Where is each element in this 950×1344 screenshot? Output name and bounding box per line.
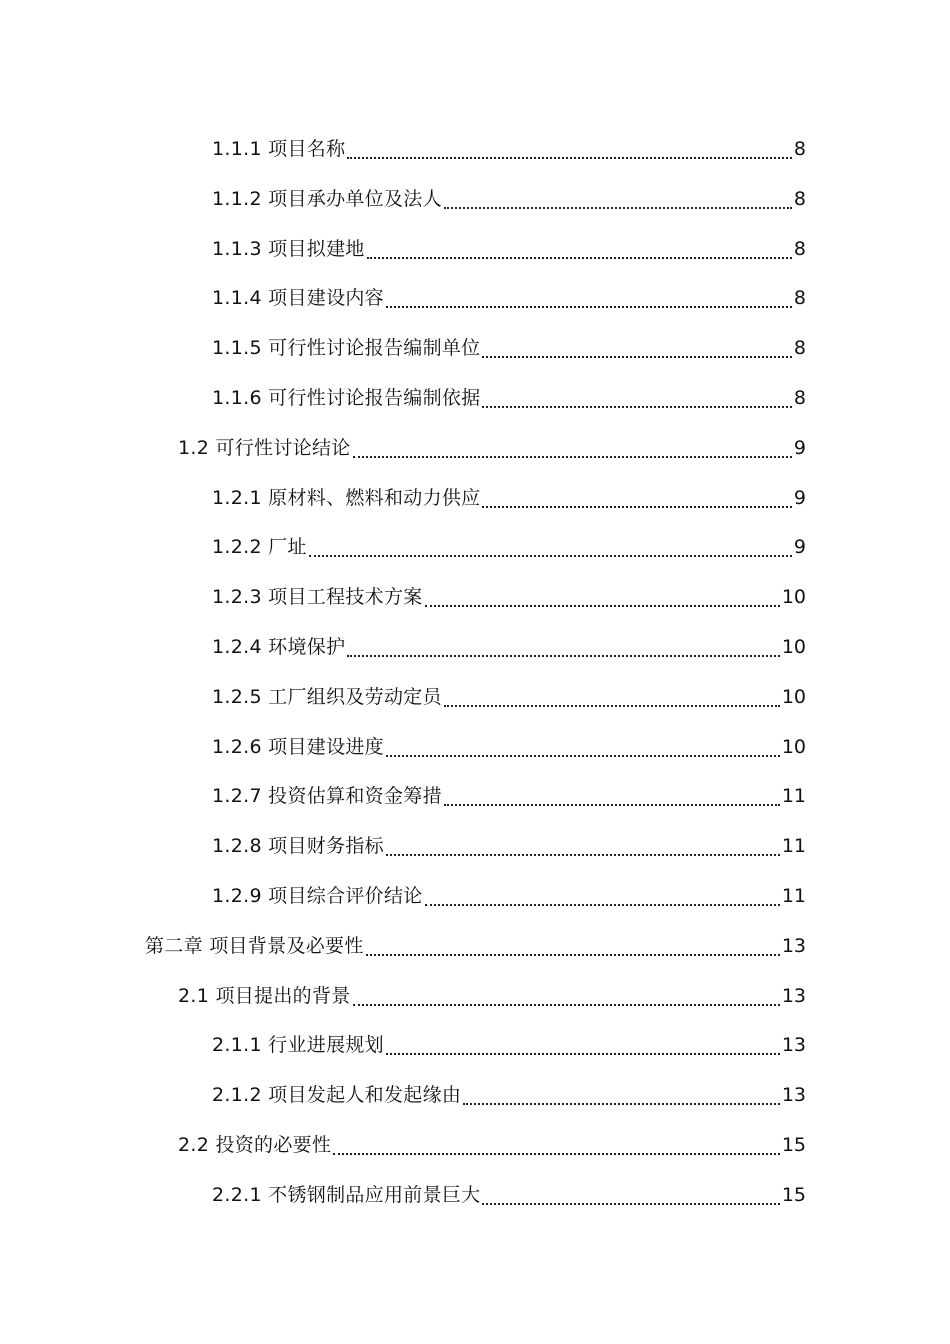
toc-entry[interactable] <box>0 822 950 872</box>
toc-entry-page: 15 <box>781 1183 806 1206</box>
toc-entry[interactable] <box>0 225 950 275</box>
toc-entry-title: 1.1.3 项目拟建地 <box>212 237 365 260</box>
toc-entry[interactable] <box>0 1021 950 1071</box>
toc-entry-page: 8 <box>793 337 806 360</box>
dot-leader <box>384 1021 782 1071</box>
toc-entry-title: 1.2.3 项目工程技术方案 <box>212 586 423 609</box>
dot-leader <box>384 723 782 773</box>
dot-leader <box>480 374 793 424</box>
dot-leader <box>480 1171 781 1221</box>
toc-entry[interactable] <box>0 324 950 374</box>
toc-entry-page: 9 <box>793 486 806 509</box>
toc-entry-page: 8 <box>793 187 806 210</box>
toc-entry[interactable] <box>0 274 950 324</box>
toc-entry-page: 8 <box>793 237 806 260</box>
toc-entry[interactable] <box>0 1121 950 1171</box>
toc-entry-title: 1.2 可行性讨论结论 <box>178 436 351 459</box>
toc-entry-title: 2.1 项目提出的背景 <box>178 984 351 1007</box>
toc-entry-title: 第二章 项目背景及必要性 <box>145 934 364 957</box>
toc-entry-title: 1.1.6 可行性讨论报告编制依据 <box>212 386 481 409</box>
dot-leader <box>442 673 782 723</box>
toc-entry-page: 9 <box>793 536 806 559</box>
toc-entry-title: 2.2 投资的必要性 <box>178 1133 332 1156</box>
dot-leader <box>480 324 793 374</box>
toc-entry-page: 13 <box>781 934 806 957</box>
toc-entry-page: 11 <box>781 884 806 907</box>
toc-entry-title: 2.1.2 项目发起人和发起缘由 <box>212 1084 462 1107</box>
toc-entry[interactable] <box>0 573 950 623</box>
dot-leader <box>364 922 782 972</box>
toc-entry-page: 10 <box>781 685 806 708</box>
toc-entry-title: 1.1.2 项目承办单位及法人 <box>212 187 442 210</box>
toc-entry-page: 11 <box>781 785 806 808</box>
dot-leader <box>480 474 793 524</box>
dot-leader <box>384 822 782 872</box>
toc-entry-title: 1.2.6 项目建设进度 <box>212 735 384 758</box>
toc-entry[interactable] <box>0 1171 950 1221</box>
dot-leader <box>365 225 794 275</box>
toc-entry-page: 8 <box>793 138 806 160</box>
toc-entry-page: 9 <box>793 436 806 459</box>
dot-leader <box>461 1071 782 1121</box>
toc-entry-title: 2.1.1 行业进展规划 <box>212 1034 384 1057</box>
toc-entry-page: 8 <box>793 287 806 310</box>
toc-entry[interactable] <box>0 972 950 1022</box>
toc-entry[interactable] <box>0 772 950 822</box>
toc-entry[interactable] <box>0 1071 950 1121</box>
toc-entry-page: 10 <box>781 635 806 658</box>
dot-leader <box>442 175 794 225</box>
dot-leader <box>307 523 794 573</box>
toc-entry[interactable] <box>0 125 950 175</box>
dot-leader <box>345 125 794 175</box>
dot-leader <box>351 424 794 474</box>
toc-entry-page: 10 <box>781 586 806 609</box>
toc-entry[interactable] <box>0 523 950 573</box>
toc-entry-title: 1.1.5 可行性讨论报告编制单位 <box>212 337 481 360</box>
table-of-contents <box>0 125 950 1221</box>
toc-entry[interactable] <box>0 872 950 922</box>
toc-entry[interactable] <box>0 723 950 773</box>
toc-entry[interactable] <box>0 623 950 673</box>
toc-entry-page: 8 <box>793 386 806 409</box>
toc-entry-title: 1.2.2 厂址 <box>212 536 307 559</box>
dot-leader <box>423 872 782 922</box>
toc-entry-title: 1.2.7 投资估算和资金筹措 <box>212 785 442 808</box>
toc-entry[interactable] <box>0 922 950 972</box>
toc-entry[interactable] <box>0 374 950 424</box>
toc-entry-title: 1.2.4 环境保护 <box>212 635 346 658</box>
toc-entry-title: 1.2.5 工厂组织及劳动定员 <box>212 685 442 708</box>
toc-entry-page: 15 <box>781 1133 806 1156</box>
toc-entry[interactable] <box>0 673 950 723</box>
toc-entry[interactable] <box>0 175 950 225</box>
toc-entry-title: 1.1.1 项目名称 <box>212 138 346 160</box>
toc-entry-title: 1.2.8 项目财务指标 <box>212 835 384 858</box>
dot-leader <box>384 274 794 324</box>
toc-entry-title: 2.2.1 不锈钢制品应用前景巨大 <box>212 1183 481 1206</box>
toc-entry-title: 1.1.4 项目建设内容 <box>212 287 384 310</box>
toc-entry-page: 13 <box>781 984 806 1007</box>
dot-leader <box>345 623 781 673</box>
dot-leader <box>331 1121 782 1171</box>
dot-leader <box>423 573 782 623</box>
dot-leader <box>351 972 782 1022</box>
toc-entry-page: 13 <box>781 1084 806 1107</box>
toc-entry-page: 11 <box>781 835 806 858</box>
toc-entry[interactable] <box>0 424 950 474</box>
toc-entry[interactable] <box>0 474 950 524</box>
toc-entry-page: 13 <box>781 1034 806 1057</box>
dot-leader <box>442 772 782 822</box>
toc-entry-title: 1.2.9 项目综合评价结论 <box>212 884 423 907</box>
toc-entry-page: 10 <box>781 735 806 758</box>
toc-entry-title: 1.2.1 原材料、燃料和动力供应 <box>212 486 481 509</box>
